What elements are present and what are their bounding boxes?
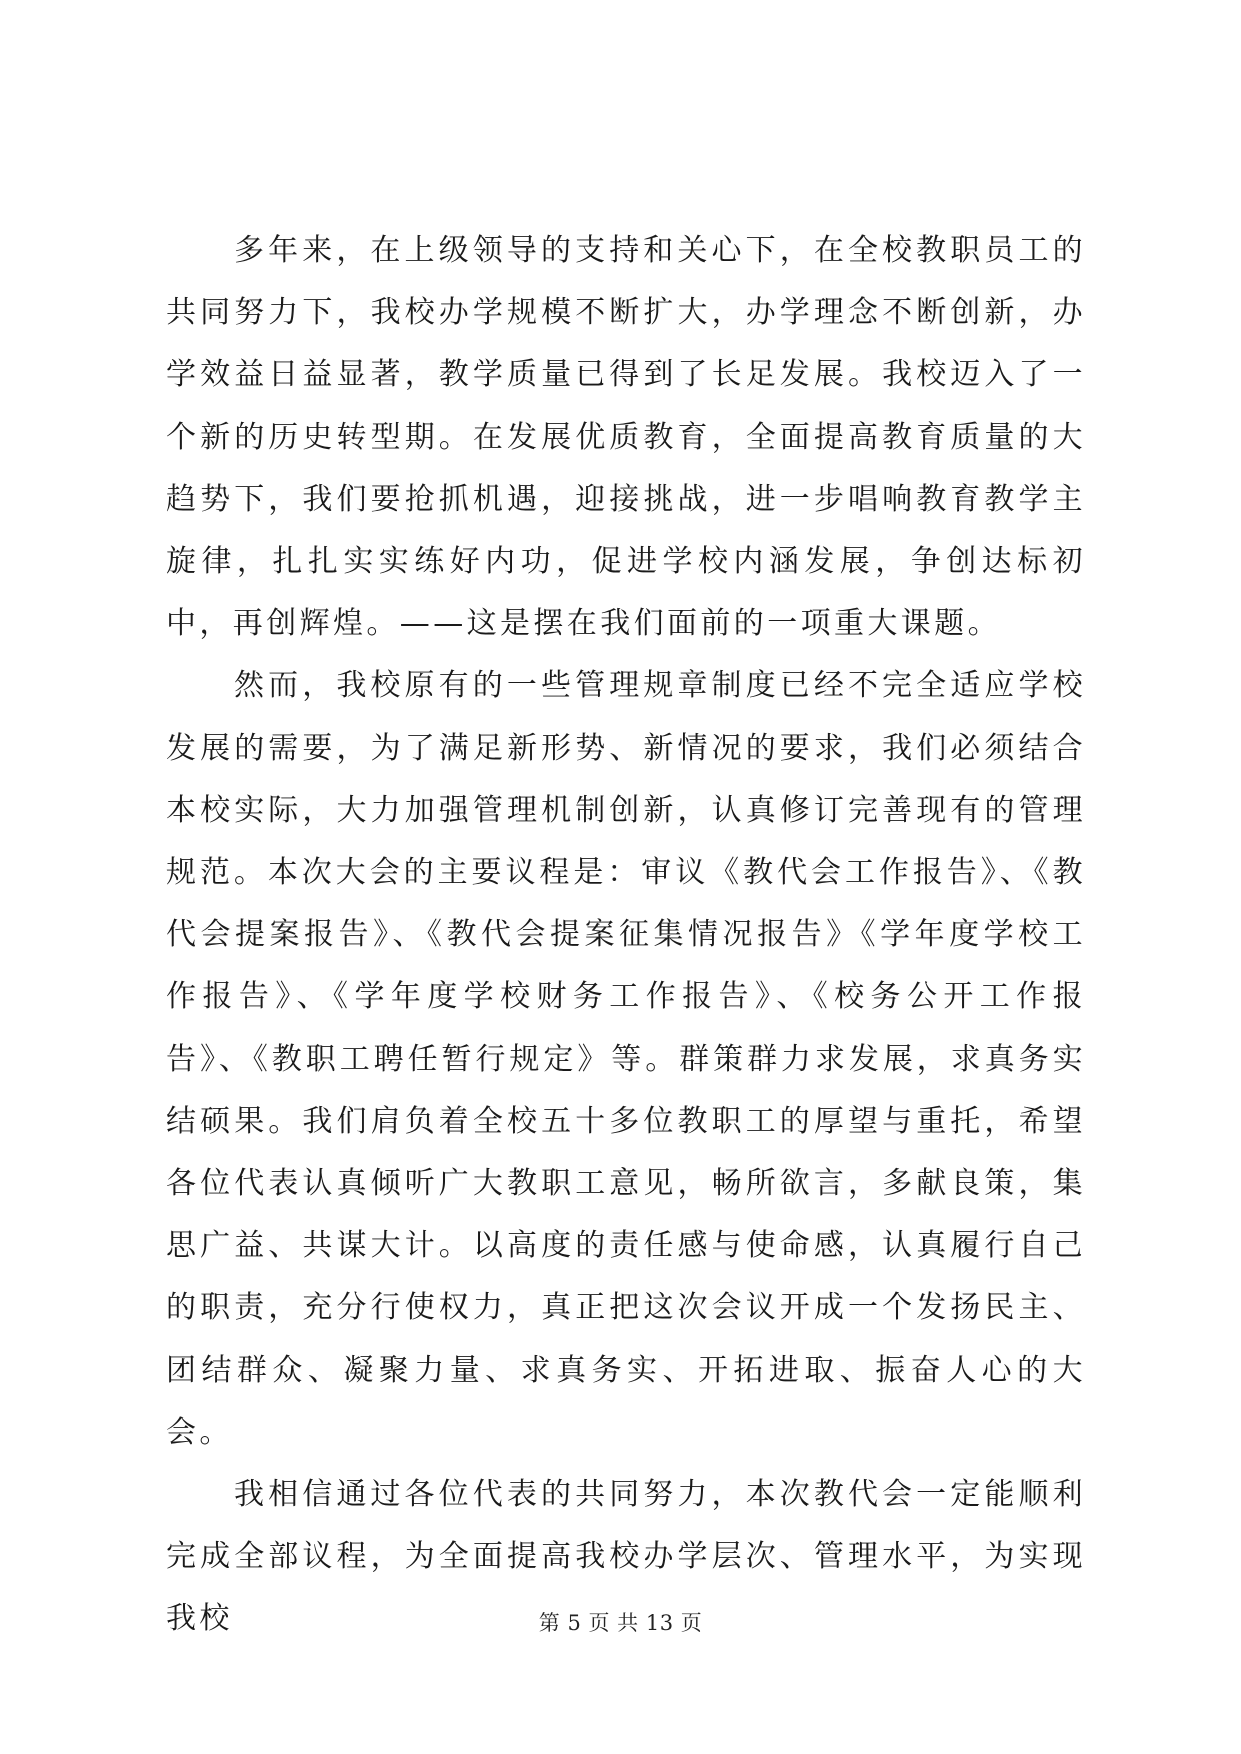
page-number-footer: 第 5 页 共 13 页 — [538, 1611, 703, 1635]
paragraph-2: 然而，我校原有的一些管理规章制度已经不完全适应学校发展的需要，为了满足新形势、新情况的要求，我们必须结合本校实际，大力加强管理机制创新，认真修订完善现有的管理规范。本次大会的主要议程是：审议《教代会工作报告》、《教代会提案报告》、《教代会提案征集情况报告》《学年度学校工作报告》、《学年度学校财务工作报告》、《校务公开工作报告》、《教职工聘任暂行规定》等。群策群力求发展，求真务实结硕果。我们肩负着全校五十多位教职工的厚望与重托，希望各位代表认真倾听广大教职工意见，畅所欲言，多献良策，集思广益、共谋大计。以高度的责任感与使命感，认真履行自己的职责，充分行使权力，真正把这次会议开成一个发扬民主、团结群众、凝聚力量、求真务实、开拓进取、振奋人心的大会。 — [166, 668, 1086, 1450]
paragraph-3: 我相信通过各位代表的共同努力，本次教代会一定能顺利完成全部议程，为全面提高我校办学层次、管理水平，为实现我校 — [166, 1477, 1086, 1637]
document-body — [166, 220, 1086, 1651]
paragraph-1: 多年来，在上级领导的支持和关心下，在全校教职员工的共同努力下，我校办学规模不断扩大，办学理念不断创新，办学效益日益显著，教学质量已得到了长足发展。我校迈入了一个新的历史转型期。在发展优质教育，全面提高教育质量的大趋势下，我们要抢抓机遇，迎接挑战，进一步唱响教育教学主旋律，扎扎实实练好内功，促进学校内涵发展，争创达标初中，再创辉煌。——这是摆在我们面前的一项重大课题。 — [166, 233, 1086, 642]
